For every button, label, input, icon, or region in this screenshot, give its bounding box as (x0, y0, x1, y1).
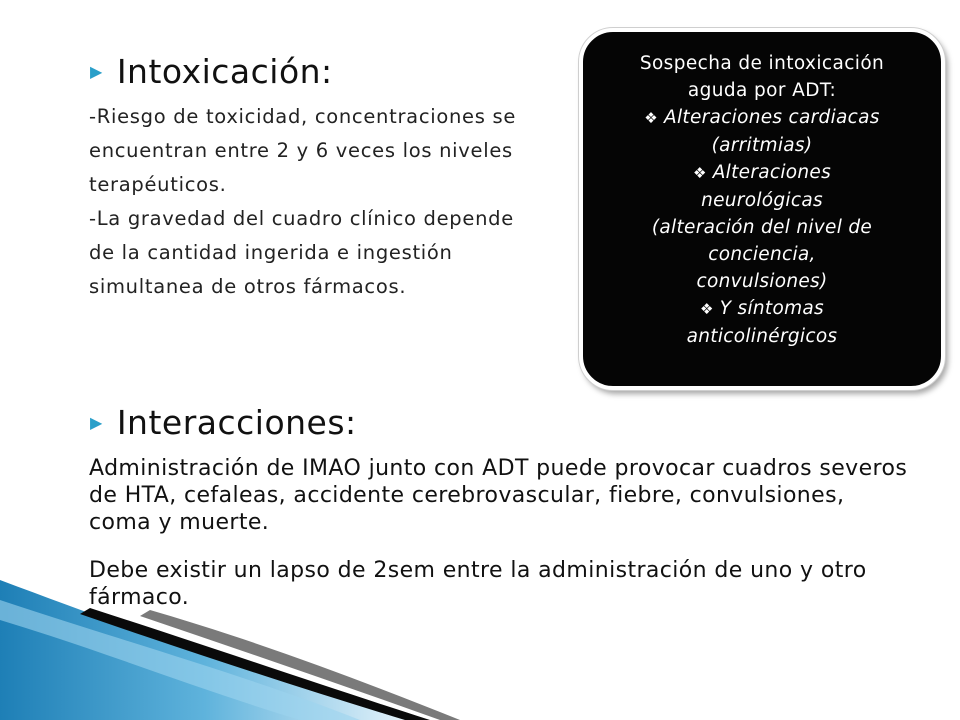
heading-intoxicacion (88, 52, 333, 91)
arrow-bullet-icon: ▶ (90, 413, 103, 432)
body-line: -La gravedad del cuadro clínico depende (89, 207, 514, 230)
intoxicacion-body (89, 100, 579, 304)
callout-item: ❖ Alteraciones cardiacas (644, 107, 880, 128)
diamond-bullet-icon: ❖ (699, 300, 714, 318)
callout-item-cont: convulsiones) (696, 271, 828, 292)
callout-title-line: Sospecha de intoxicación (639, 53, 885, 74)
callout-box (579, 28, 945, 390)
callout-item: ❖ Alteraciones (692, 162, 832, 183)
callout-item-cont: anticolinérgicos (686, 326, 838, 347)
interacciones-paragraph: Administración de IMAO junto con ADT puede provocar cuadros severos de HTA, cefaleas, accidente cerebrovascular, fiebre, convulsiones, coma y muerte. (89, 456, 908, 535)
diamond-bullet-icon: ❖ (692, 164, 707, 182)
callout-item-cont: conciencia, (708, 244, 816, 265)
body-line: terapéuticos. (89, 173, 227, 196)
callout-item-cont: (alteración del nivel de (651, 217, 873, 238)
heading-text: Interacciones: (116, 403, 357, 442)
heading-interacciones (88, 403, 357, 442)
callout-item-cont: neurológicas (701, 190, 823, 211)
callout-item: ❖ Y síntomas (699, 298, 824, 319)
interacciones-paragraph: Debe existir un lapso de 2sem entre la administración de uno y otro fármaco. (89, 558, 867, 610)
corner-wave-decoration (0, 580, 960, 720)
callout-title-line: aguda por ADT: (687, 80, 837, 101)
body-line: -Riesgo de toxicidad, concentraciones se (89, 105, 517, 128)
arrow-bullet-icon: ▶ (90, 62, 103, 81)
callout-item-cont: (arritmias) (711, 135, 813, 156)
diamond-bullet-icon: ❖ (644, 109, 659, 127)
heading-text: Intoxicación: (116, 52, 333, 91)
body-line: simultanea de otros fármacos. (89, 275, 407, 298)
body-line: encuentran entre 2 y 6 veces los niveles (89, 139, 513, 162)
body-line: de la cantidad ingerida e ingestión (89, 241, 453, 264)
